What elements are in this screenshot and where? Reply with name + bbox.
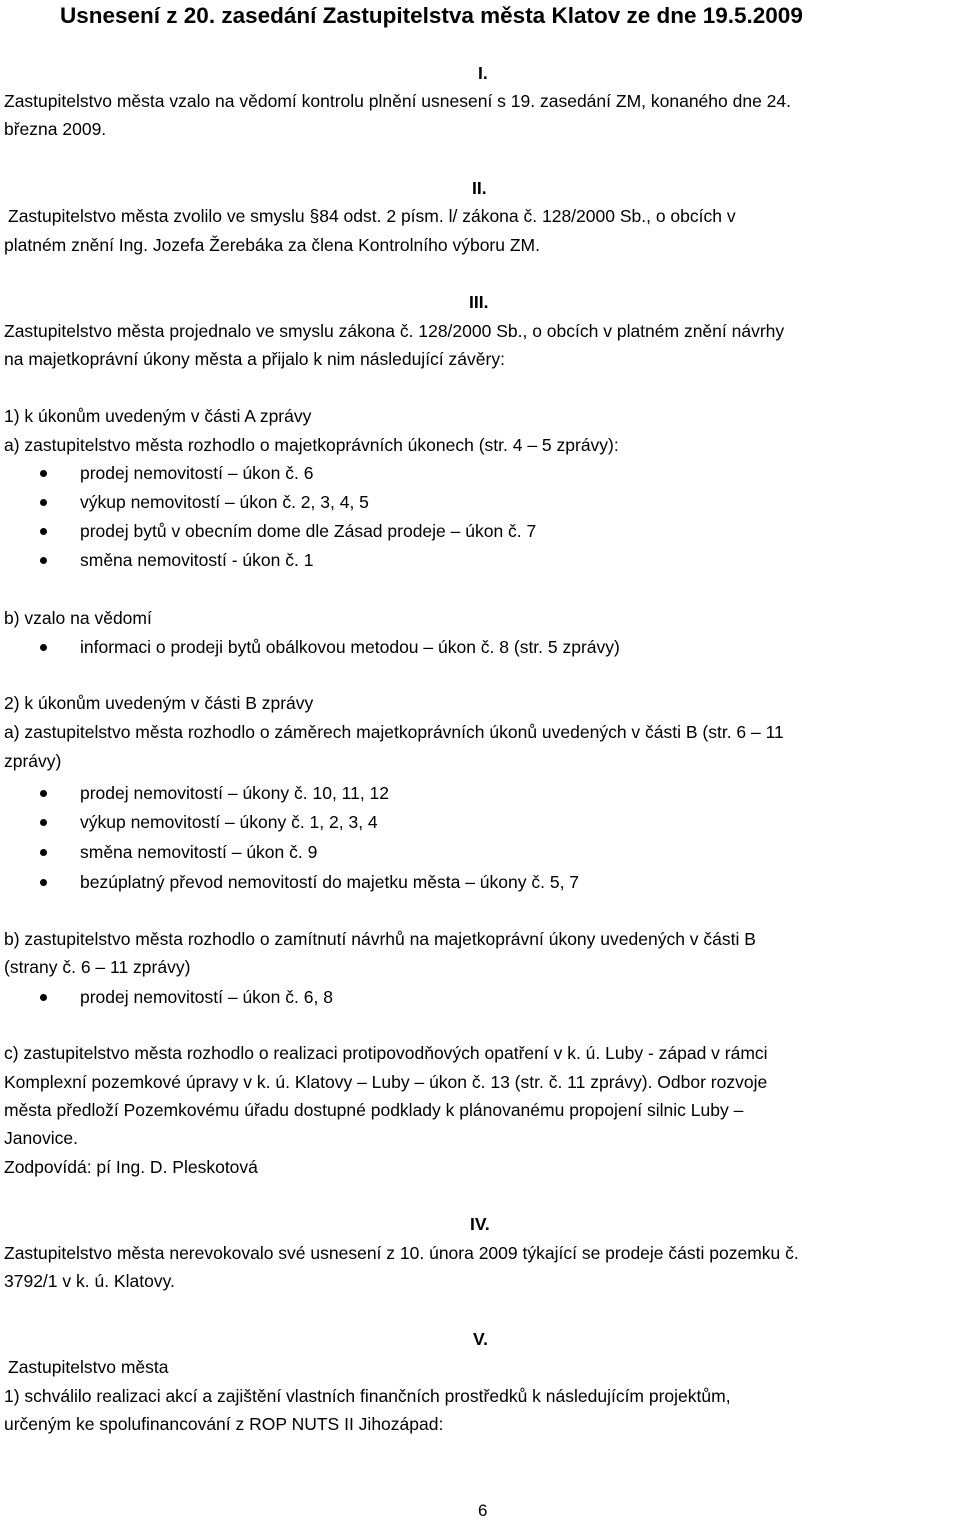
part-b-b-text: (strany č. 6 – 11 zprávy)	[4, 957, 191, 977]
part-b-b-text: b) zastupitelstvo města rozhodlo o zamítnutí návrhů na majetkoprávní úkony uvedených v části B	[4, 929, 756, 949]
list-item: směna nemovitostí – úkon č. 9	[80, 842, 318, 862]
section-iii-text: na majetkoprávní úkony města a přijalo k nim následující závěry:	[4, 349, 505, 369]
bullet	[40, 528, 47, 535]
part-b-heading: 2) k úkonům uvedeným v části B zprávy	[4, 693, 314, 713]
document-title: Usnesení z 20. zasedání Zastupitelstva města Klatov ze dne 19.5.2009	[60, 3, 803, 28]
list-item: prodej nemovitostí – úkon č. 6	[80, 463, 314, 483]
list-item: bezúplatný převod nemovitostí do majetku města – úkony č. 5, 7	[80, 872, 580, 892]
list-item: prodej nemovitostí – úkony č. 10, 11, 12	[80, 783, 390, 803]
section-iv-text: Zastupitelstvo města nerevokovalo své usnesení z 10. února 2009 týkající se prodeje části pozemku č.	[4, 1243, 799, 1263]
bullet	[40, 790, 47, 797]
bullet	[40, 644, 47, 651]
bullet	[40, 819, 47, 826]
list-item: informaci o prodeji bytů obálkovou metodou – úkon č. 8 (str. 5 zprávy)	[80, 637, 620, 657]
section-heading-i: I.	[478, 63, 488, 83]
section-heading-v: V.	[473, 1329, 488, 1349]
section-ii-text: Zastupitelstvo města zvolilo ve smyslu §84 odst. 2 písm. l/ zákona č. 128/2000 Sb., o obcích v	[8, 206, 736, 226]
part-b-a-text: zprávy)	[4, 751, 62, 771]
part-a-a-text: a) zastupitelstvo města rozhodlo o majetkoprávních úkonech (str. 4 – 5 zprávy):	[4, 435, 619, 455]
list-item: výkup nemovitostí – úkon č. 2, 3, 4, 5	[80, 492, 369, 512]
section-heading-ii: II.	[472, 178, 487, 198]
section-v-text: určeným ke spolufinancování z ROP NUTS II Jihozápad:	[4, 1414, 444, 1434]
bullet	[40, 879, 47, 886]
bullet	[40, 849, 47, 856]
part-b-c-text: Komplexní pozemkové úpravy v k. ú. Klatovy – Luby – úkon č. 13 (str. č. 11 zprávy). Odbor rozvoje	[4, 1072, 768, 1092]
page-number: 6	[478, 1501, 488, 1520]
list-item: prodej nemovitostí – úkon č. 6, 8	[80, 987, 333, 1007]
section-v-text: 1) schválilo realizaci akcí a zajištění vlastních finančních prostředků k následujícím projektům,	[4, 1386, 731, 1406]
bullet	[40, 557, 47, 564]
section-iii-text: Zastupitelstvo města projednalo ve smyslu zákona č. 128/2000 Sb., o obcích v platném znění návrhy	[4, 321, 785, 341]
list-item: výkup nemovitostí – úkony č. 1, 2, 3, 4	[80, 812, 378, 832]
section-v-text: Zastupitelstvo města	[8, 1357, 169, 1377]
part-b-c-text: c) zastupitelstvo města rozhodlo o realizaci protipovodňových opatření v k. ú. Luby - západ v rámci	[4, 1043, 768, 1063]
part-b-c-text: Janovice.	[4, 1128, 78, 1148]
bullet	[40, 470, 47, 477]
section-iv-text: 3792/1 v k. ú. Klatovy.	[4, 1271, 175, 1291]
list-item: prodej bytů v obecním dome dle Zásad prodeje – úkon č. 7	[80, 521, 537, 541]
part-a-heading: 1) k úkonům uvedeným v části A zprávy	[4, 406, 312, 426]
section-i-text: března 2009.	[4, 119, 107, 139]
part-b-c-text: města předloží Pozemkovému úřadu dostupné podklady k plánovanému propojení silnic Luby –	[4, 1100, 744, 1120]
section-heading-iii: III.	[469, 292, 489, 312]
bullet	[40, 994, 47, 1001]
responsible-person: Zodpovídá: pí Ing. D. Pleskotová	[4, 1157, 258, 1177]
section-ii-text: platném znění Ing. Jozefa Žerebáka za člena Kontrolního výboru ZM.	[4, 235, 540, 255]
section-heading-iv: IV.	[470, 1214, 490, 1234]
bullet	[40, 499, 47, 506]
part-b-a-text: a) zastupitelstvo města rozhodlo o záměrech majetkoprávních úkonů uvedených v části B (str. 6 – 11	[4, 722, 784, 742]
section-i-text: Zastupitelstvo města vzalo na vědomí kontrolu plnění usnesení s 19. zasedání ZM, konaného dne 24.	[4, 91, 791, 111]
list-item: směna nemovitostí - úkon č. 1	[80, 550, 314, 570]
part-a-b-text: b) vzalo na vědomí	[4, 608, 152, 628]
